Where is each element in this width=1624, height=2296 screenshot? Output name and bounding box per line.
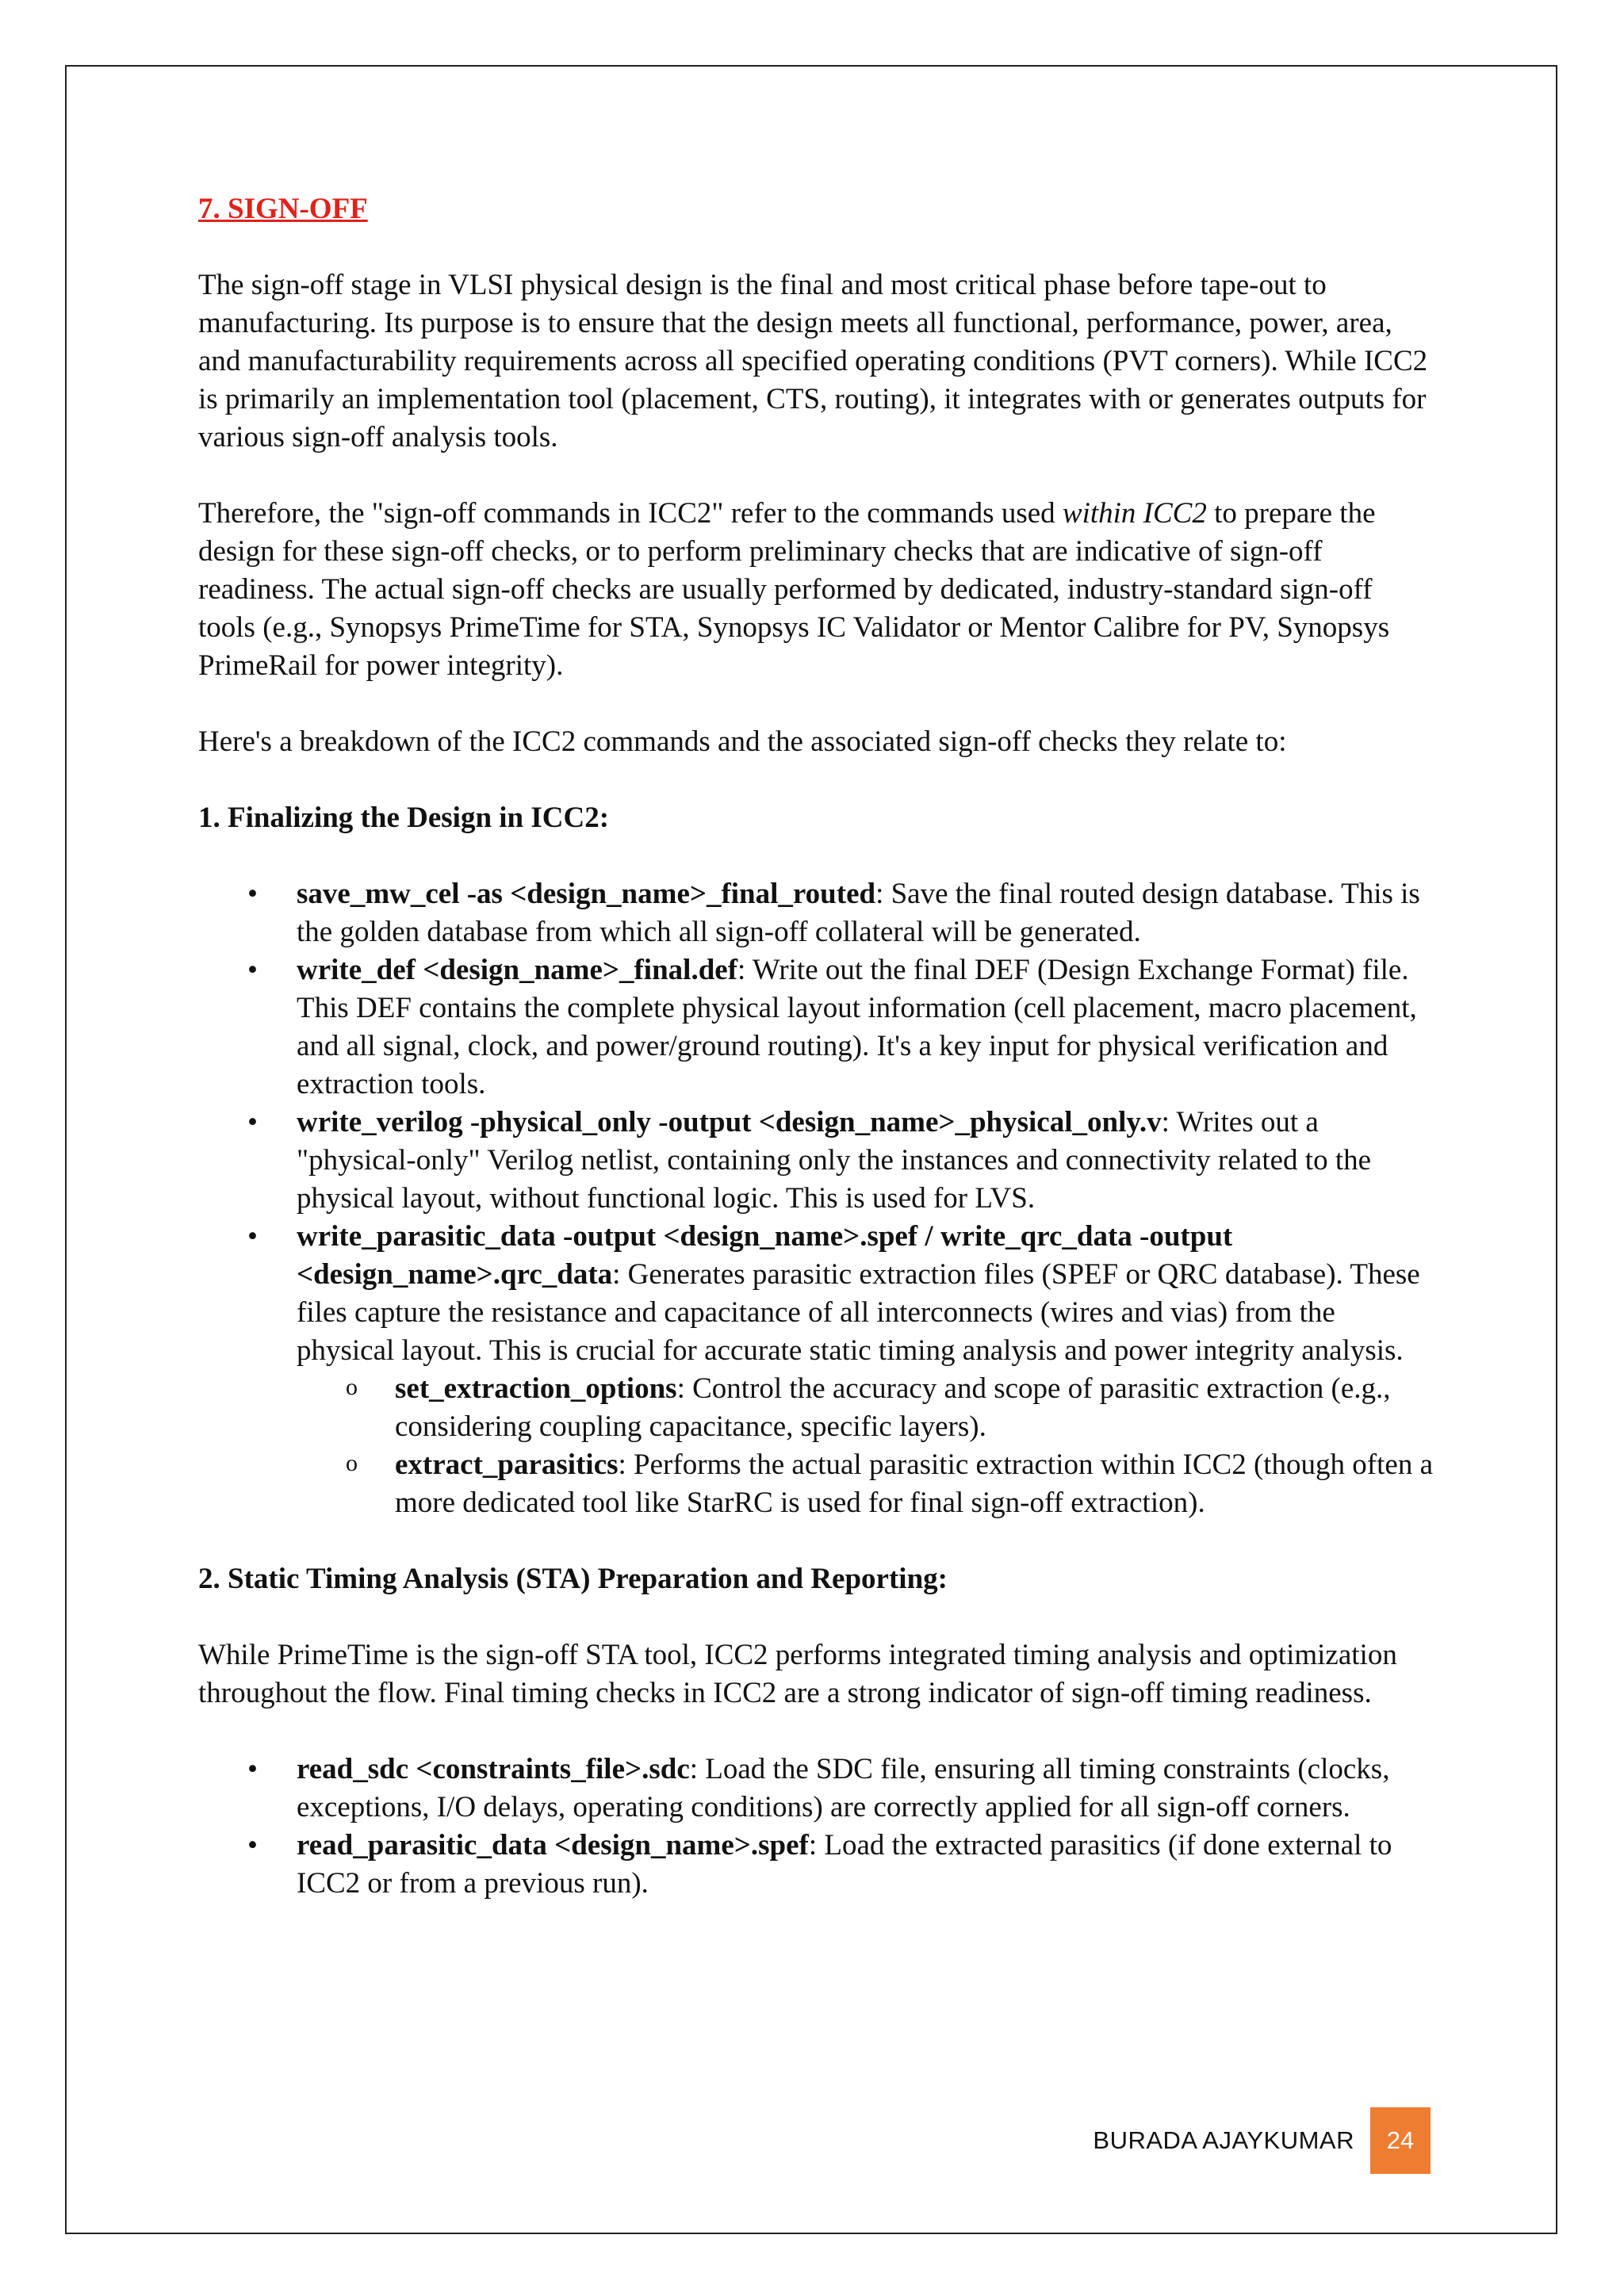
intro-p2-text-b: to prepare the design for these sign-off checks, or to perform preliminary checks that are indicative of sign-off readiness. The actual sign-off checks are usually performed by dedicated, industry-standard sign-off tools (e.g., Synopsys PrimeTime for STA, Synopsys IC Validator or Mentor Calibre for PV, Synopsys PrimeRail for power integrity). (198, 497, 1390, 682)
sub-list-item (297, 1446, 1435, 1522)
list-item (198, 951, 1435, 1104)
intro-p2-italic: within ICC2 (1062, 497, 1207, 530)
command-description: : Control the accuracy and scope of parasitic extraction (e.g., considering coupling capacitance, specific layers). (395, 1372, 1391, 1443)
part1-list (198, 875, 1435, 1522)
command-name: set_extraction_options (395, 1372, 677, 1405)
list-item (198, 1751, 1435, 1827)
list-item (198, 1827, 1435, 1903)
command-description: : Generates parasitic extraction files (SPEF or QRC database). These files capture the resistance and capacitance of all interconnects (wires and vias) from the physical layout. This is crucial for accurate static timing analysis and power integrity analysis. (297, 1258, 1420, 1367)
document-body (198, 190, 1435, 1941)
command-name: save_mw_cel -as <design_name>_final_routed (297, 878, 876, 910)
command-description: : Write out the final DEF (Design Exchange Format) file. This DEF contains the complete physical layout information (cell placement, macro placement, and all signal, clock, and power/ground routing). It's a key input for physical verification and extraction tools. (297, 954, 1417, 1100)
command-description: : Load the extracted parasitics (if done external to ICC2 or from a previous run). (297, 1829, 1392, 1900)
intro-paragraph-3: Here's a breakdown of the ICC2 commands and the associated sign-off checks they relate to: (198, 725, 1287, 758)
command-description: : Save the final routed design database. This is the golden database from which all sign-off collateral will be generated. (297, 878, 1420, 948)
sub-list-item (297, 1370, 1435, 1446)
page-number-badge: 24 (1370, 2107, 1431, 2174)
part2-heading: 2. Static Timing Analysis (STA) Preparation and Reporting: (198, 1563, 948, 1595)
sub-list (297, 1370, 1435, 1522)
page-footer (1093, 2107, 1431, 2174)
command-description: : Writes out a "physical-only" Verilog netlist, containing only the instances and connectivity related to the physical layout, without functional logic. This is used for LVS. (297, 1106, 1372, 1215)
intro-p2-text-a: Therefore, the "sign-off commands in ICC2" refer to the commands used (198, 497, 1063, 530)
list-item (198, 875, 1435, 951)
part2-list (198, 1751, 1435, 1903)
list-item (198, 1218, 1435, 1522)
intro-paragraph-2 (198, 495, 1435, 685)
part2-paragraph: While PrimeTime is the sign-off STA tool, ICC2 performs integrated timing analysis and optimization throughout the flow. Final timing checks in ICC2 are a strong indicator of sign-off timing readiness. (198, 1639, 1397, 1709)
command-name: write_def <design_name>_final.def (297, 954, 738, 986)
command-description: : Load the SDC file, ensuring all timing constraints (clocks, exceptions, I/O delays, operating conditions) are correctly applied for all sign-off corners. (297, 1753, 1390, 1823)
command-name: read_sdc <constraints_file>.sdc (297, 1753, 690, 1785)
command-name: read_parasitic_data <design_name>.spef (297, 1829, 809, 1862)
footer-author: BURADA AJAYKUMAR (1093, 2126, 1354, 2154)
part1-heading: 1. Finalizing the Design in ICC2: (198, 802, 610, 834)
section-title: 7. SIGN-OFF (198, 193, 368, 225)
intro-paragraph-1: The sign-off stage in VLSI physical design is the final and most critical phase before tape-out to manufacturing. Its purpose is to ensure that the design meets all functional, performance, power, area, and manufacturability requirements across all specified operating conditions (PVT corners). While ICC2 is primarily an implementation tool (placement, CTS, routing), it integrates with or generates outputs for various sign-off analysis tools. (198, 269, 1428, 453)
command-name: extract_parasitics (395, 1448, 619, 1481)
list-item (198, 1104, 1435, 1218)
command-name: write_parasitic_data -output <design_name>.spef / write_qrc_data -output <design_name>.qrc_data (297, 1220, 1233, 1291)
command-name: write_verilog -physical_only -output <design_name>_physical_only.v (297, 1106, 1162, 1138)
command-description: : Performs the actual parasitic extraction within ICC2 (though often a more dedicated tool like StarRC is used for final sign-off extraction). (395, 1448, 1434, 1519)
